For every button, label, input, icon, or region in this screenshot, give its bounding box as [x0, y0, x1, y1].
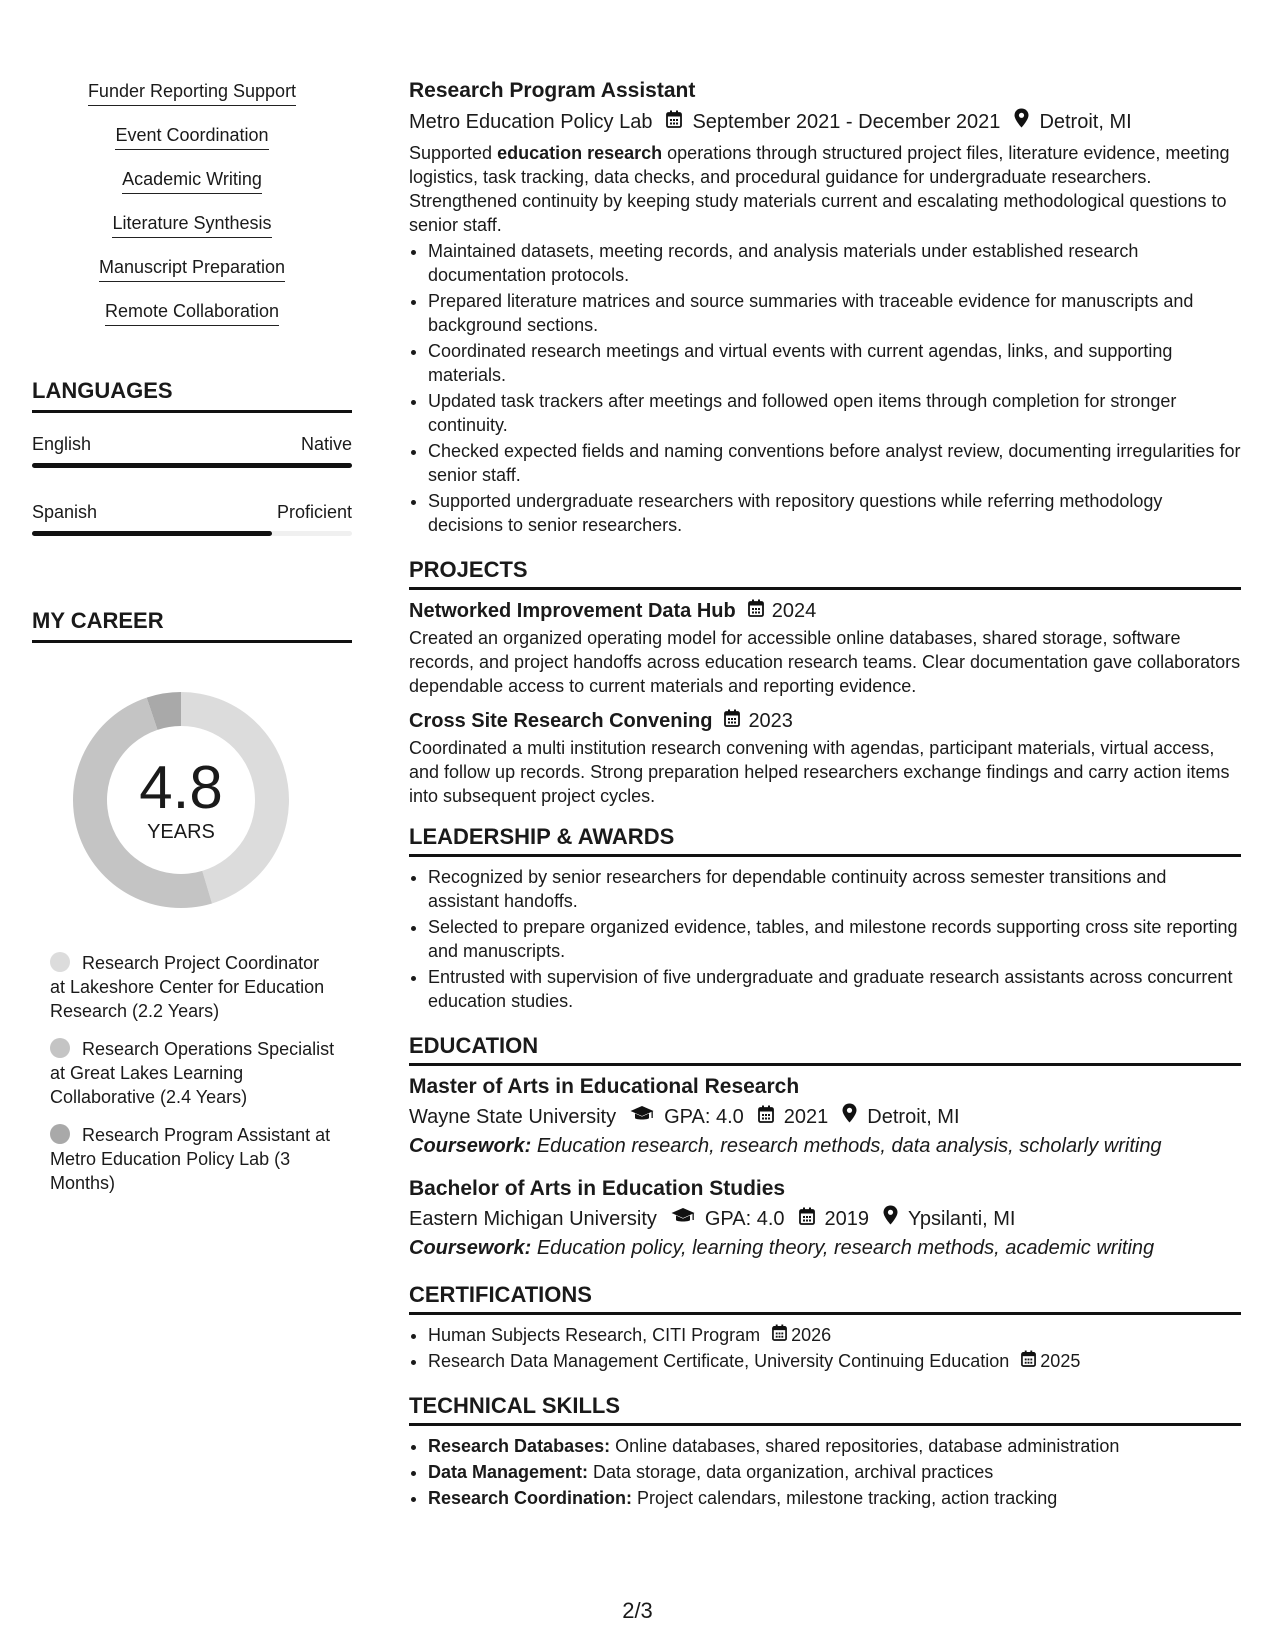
skill-tag: Remote Collaboration	[105, 300, 279, 326]
calendar-icon	[772, 1323, 787, 1347]
gpa: GPA: 4.0	[704, 1207, 785, 1230]
job-summary: Supported education research operations through structured project files, literature evidence, meeting logistics, task tracking, data checks, and procedural guidance for undergraduate researchers. Strengthened continuity by keeping study materials current and escalating methodological questions to senior staff.	[409, 143, 1230, 235]
job-bullets	[409, 239, 1241, 537]
language-bar-fill	[32, 463, 352, 468]
career-center	[66, 685, 296, 915]
language-item	[32, 501, 352, 536]
school-location: Detroit, MI	[867, 1105, 960, 1128]
job-bullet: • Prepared literature matrices and source summaries with traceable evidence for manuscripts and background sections.	[428, 289, 1241, 337]
calendar-icon	[799, 1206, 815, 1232]
technical-skill-label: Research Databases:	[428, 1436, 611, 1456]
school-name: Eastern Michigan University	[409, 1207, 657, 1230]
technical-skill-item	[428, 1486, 1241, 1510]
school-name: Wayne State University	[409, 1105, 617, 1128]
job-bullet: • Maintained datasets, meeting records, and analysis materials under established research documentation protocols.	[428, 239, 1241, 287]
legend-dot	[50, 952, 70, 972]
technical-skill-label: Research Coordination:	[428, 1488, 633, 1508]
map-pin-icon	[883, 1205, 898, 1232]
career-donut-chart	[66, 685, 296, 915]
languages-heading: LANGUAGES	[32, 378, 352, 413]
skill-tag: Funder Reporting Support	[88, 80, 296, 106]
job-bullet: • Coordinated research meetings and virtual events with current agendas, links, and supporting materials.	[428, 339, 1241, 387]
certifications-heading: CERTIFICATIONS	[409, 1282, 1241, 1315]
degree-title: Bachelor of Arts in Education Studies	[409, 1177, 786, 1200]
school-location: Ypsilanti, MI	[908, 1207, 1016, 1230]
certification-name: • Research Data Management Certificate, University Continuing Education	[428, 1351, 1010, 1371]
job-bullet: • Checked expected fields and naming conventions before analyst review, documenting irregularities for senior staff.	[428, 439, 1241, 487]
legend-label: Research Program Assistant at Metro Education Policy Lab (3 Months)	[50, 1125, 331, 1193]
project-title: Networked Improvement Data Hub	[409, 600, 736, 622]
degree-title: Master of Arts in Educational Research	[409, 1075, 800, 1098]
education-item	[409, 1176, 1241, 1262]
certification-name: • Human Subjects Research, CITI Program	[428, 1325, 761, 1345]
skill-tag: Academic Writing	[122, 168, 262, 194]
certification-list	[409, 1323, 1241, 1373]
technical-skill-value: Project calendars, milestone tracking, action tracking	[632, 1488, 1058, 1508]
education-item	[409, 1074, 1241, 1160]
coursework-text: Education research, research methods, data analysis, scholarly writing	[536, 1135, 1162, 1157]
language-name: Spanish	[32, 502, 98, 522]
project-title: Cross Site Research Convening	[409, 710, 713, 732]
certification-item	[428, 1323, 1241, 1347]
legend-dot	[50, 1038, 70, 1058]
map-pin-icon	[842, 1103, 857, 1130]
legend-item	[50, 1037, 335, 1109]
skill-tag: Event Coordination	[115, 124, 268, 150]
project-description: Coordinated a multi institution research convening with agendas, participant materials, virtual access, and follow up records. Strong preparation helped researchers exchange findings and carry action items into subsequent project cycles.	[409, 738, 1230, 806]
job-location: Detroit, MI	[1039, 110, 1132, 133]
job-company: Metro Education Policy Lab	[409, 110, 653, 133]
calendar-icon	[724, 708, 740, 734]
technical-skill-value: Data storage, data organization, archival practices	[588, 1462, 994, 1482]
career-total: 4.8	[139, 754, 223, 821]
career-unit: YEARS	[147, 821, 215, 843]
legend-label: Research Project Coordinator at Lakeshore Center for Education Research (2.2 Years)	[50, 953, 325, 1021]
calendar-icon	[666, 109, 682, 135]
language-level: Proficient	[276, 502, 352, 522]
skill-tag: Literature Synthesis	[112, 212, 271, 238]
career-heading: MY CAREER	[32, 608, 352, 643]
language-bar-track	[32, 463, 352, 468]
coursework	[409, 1132, 1241, 1160]
coursework-text: Education policy, learning theory, research methods, academic writing	[536, 1237, 1155, 1259]
calendar-icon	[758, 1104, 774, 1130]
career-legend	[50, 951, 335, 1195]
leadership-bullet: • Recognized by senior researchers for dependable continuity across semester transitions and assistant handoffs.	[428, 865, 1241, 913]
technical-skills-heading: TECHNICAL SKILLS	[409, 1393, 1241, 1426]
calendar-icon	[1021, 1349, 1036, 1373]
legend-label: Research Operations Specialist at Great Lakes Learning Collaborative (2.4 Years)	[50, 1039, 335, 1107]
job-bullet: • Updated task trackers after meetings and followed open items through completion for stronger continuity.	[428, 389, 1241, 437]
calendar-icon	[748, 598, 764, 624]
project-year: 2023	[748, 710, 793, 732]
map-pin-icon	[1014, 108, 1029, 135]
education-meta	[409, 1103, 1241, 1130]
technical-skills-list	[409, 1434, 1241, 1510]
main-content	[409, 78, 1241, 1512]
technical-skill-item	[428, 1460, 1241, 1484]
certification-item	[428, 1349, 1241, 1373]
summary-emphasis: education research	[497, 143, 663, 163]
projects-heading: PROJECTS	[409, 557, 1241, 590]
language-bar-track	[32, 531, 352, 536]
leadership-heading: LEADERSHIP & AWARDS	[409, 824, 1241, 857]
skill-tags	[32, 80, 352, 344]
project-description: Created an organized operating model for accessible online databases, shared storage, software records, and project handoffs across education research teams. Clear documentation gave collaborators dependable access to current materials and reporting evidence.	[409, 628, 1241, 696]
graduation-cap-icon	[630, 1104, 654, 1130]
graduation-year: 2021	[783, 1105, 829, 1128]
job-meta	[409, 108, 1241, 135]
language-name: English	[32, 434, 92, 454]
certification-year: 2026	[791, 1325, 832, 1345]
leadership-bullet: • Entrusted with supervision of five undergraduate and graduate research assistants across concurrent education studies.	[428, 965, 1241, 1013]
gpa: GPA: 4.0	[664, 1105, 744, 1128]
coursework	[409, 1234, 1241, 1262]
education-meta	[409, 1205, 1241, 1232]
leadership-bullets	[409, 865, 1241, 1013]
technical-skill-value: Online databases, shared repositories, database administration	[610, 1436, 1120, 1456]
leadership-bullet: • Selected to prepare organized evidence, tables, and milestone records supporting cross site reporting and manuscripts.	[428, 915, 1241, 963]
language-level: Native	[300, 434, 352, 454]
certification-year: 2025	[1040, 1351, 1081, 1371]
coursework-label: Coursework:	[409, 1237, 532, 1259]
graduation-cap-icon	[671, 1206, 695, 1232]
project-item	[409, 708, 1241, 808]
job-bullet: • Supported undergraduate researchers with repository questions while referring methodology decisions to senior researchers.	[428, 489, 1241, 537]
project-year: 2024	[771, 600, 817, 622]
technical-skill-label: Data Management:	[428, 1462, 589, 1482]
coursework-label: Coursework:	[409, 1135, 532, 1157]
legend-dot	[50, 1124, 70, 1144]
job-title: Research Program Assistant	[409, 79, 696, 102]
legend-item	[50, 1123, 335, 1195]
language-item	[32, 433, 352, 468]
job-dates: September 2021 - December 2021	[692, 110, 1001, 133]
page-number: 2/3	[622, 1598, 653, 1623]
graduation-year: 2019	[824, 1207, 870, 1230]
language-bar-fill	[32, 531, 272, 536]
education-heading: EDUCATION	[409, 1033, 1241, 1066]
technical-skill-item	[428, 1434, 1241, 1458]
legend-item	[50, 951, 335, 1023]
sidebar	[32, 80, 352, 1209]
skill-tag: Manuscript Preparation	[99, 256, 285, 282]
project-item	[409, 598, 1241, 698]
